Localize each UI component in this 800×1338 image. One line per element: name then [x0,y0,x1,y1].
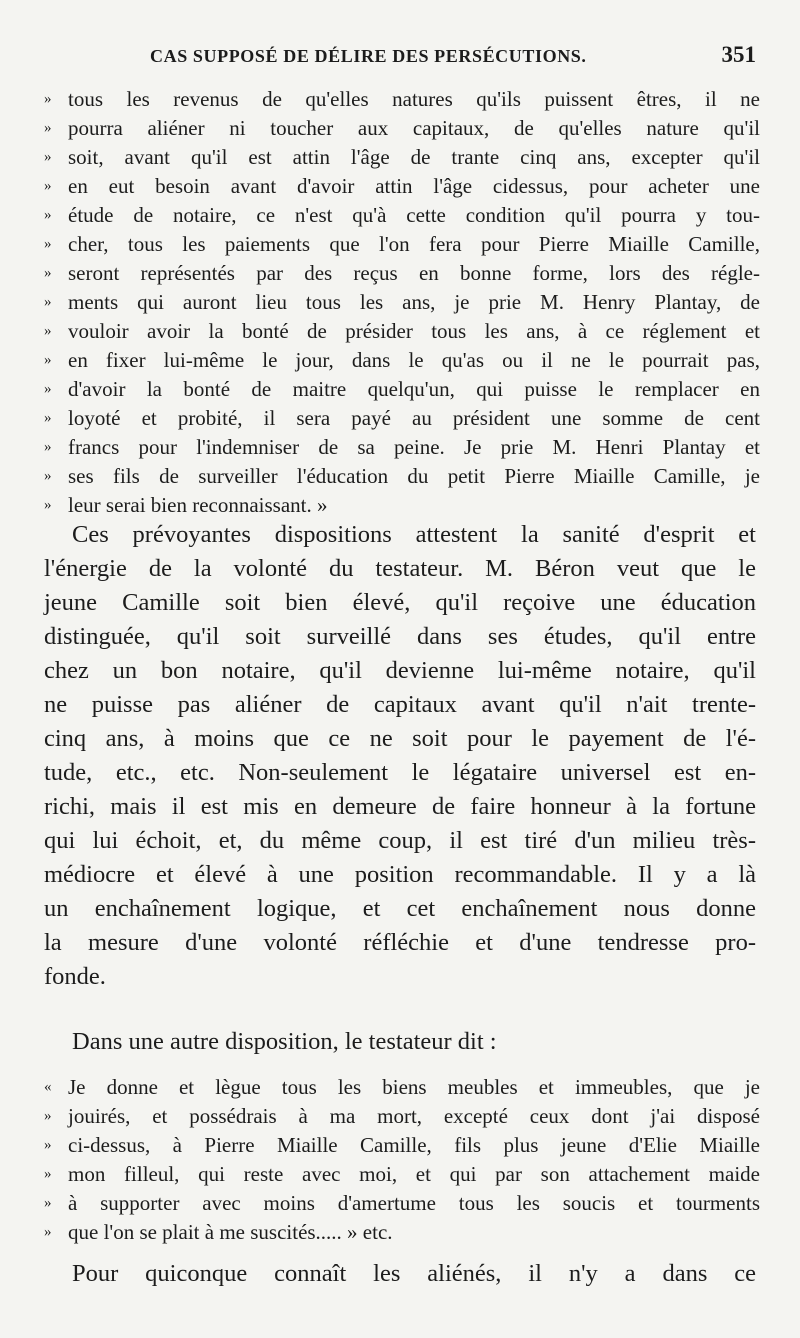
quote-line [44,1218,760,1247]
quote-line-text: soit, avant qu'il est attin l'âge de trante cinq ans, excepter qu'il [68,145,760,169]
guillemet: » [44,294,52,310]
quote-line-text: en fixer lui-même le jour, dans le qu'as ou il ne le pourrait pas, [68,348,760,372]
quote-line [44,375,760,404]
quoted-will-excerpt-2 [44,1073,760,1247]
text-line: chez un bon notaire, qu'il devienne lui-même notaire, qu'il [44,657,756,684]
quote-line-text: tous les revenus de qu'elles natures qu'ils puissent êtres, il ne [68,87,760,111]
guillemet: » [44,207,52,223]
quote-line-text: jouirés, et possédrais à ma mort, excepté ceux dont j'ai disposé [68,1104,760,1128]
guillemet: » [44,1108,52,1124]
quote-line [44,433,760,462]
quote-line-text: étude de notaire, ce n'est qu'à cette condition qu'il pourra y tou- [68,203,760,227]
body-paragraph-2 [44,1025,756,1059]
body-paragraph-3 [44,1257,756,1291]
guillemet: » [44,91,52,107]
text-line: ne puisse pas aliéner de capitaux avant qu'il n'ait trente- [44,691,756,718]
guillemet: « [44,1079,52,1095]
text-line: Ces prévoyantes dispositions attestent la sanité d'esprit et [72,521,756,548]
quote-line [44,1131,760,1160]
guillemet: » [44,497,52,513]
guillemet: » [44,468,52,484]
body-paragraph-1 [44,518,756,994]
quote-line-text: cher, tous les paiements que l'on fera pour Pierre Miaille Camille, [68,232,760,256]
quote-line-text: mon filleul, qui reste avec moi, et qui par son attachement maide [68,1162,760,1186]
quote-line [44,288,760,317]
page-number: 351 [721,42,756,67]
quote-line [44,143,760,172]
quote-line [44,462,760,491]
quote-line-text: loyoté et probité, il sera payé au président une somme de cent [68,406,760,430]
quote-line-text: francs pour l'indemniser de sa peine. Je prie M. Henri Plantay et [68,435,760,459]
quote-line-text: vouloir avoir la bonté de présider tous les ans, à ce réglement et [68,319,760,343]
quote-line-text: ses fils de surveiller l'éducation du petit Pierre Miaille Camille, je [68,464,760,488]
quote-line-text: à supporter avec moins d'amertume tous les soucis et tourments [68,1191,760,1215]
quote-line-text: leur serai bien reconnaissant. » [68,493,328,517]
text-line: Dans une autre disposition, le testateur dit : [72,1028,497,1055]
quote-line-text: d'avoir la bonté de maitre quelqu'un, qui puisse le remplacer en [68,377,760,401]
guillemet: » [44,323,52,339]
guillemet: » [44,1195,52,1211]
quote-line [44,1073,760,1102]
text-line: la mesure d'une volonté réfléchie et d'une tendresse pro- [44,929,756,956]
text-line: cinq ans, à moins que ce ne soit pour le payement de l'é- [44,725,756,752]
guillemet: » [44,439,52,455]
quote-line-text: ments qui auront lieu tous les ans, je prie M. Henry Plantay, de [68,290,760,314]
guillemet: » [44,178,52,194]
guillemet: » [44,381,52,397]
guillemet: » [44,120,52,136]
guillemet: » [44,1166,52,1182]
quote-line [44,259,760,288]
text-line: tude, etc., etc. Non-seulement le légataire universel est en- [44,759,756,786]
running-head: CAS SUPPOSÉ DE DÉLIRE DES PERSÉCUTIONS. [150,46,587,66]
quote-line [44,491,760,520]
quote-line [44,85,760,114]
quote-line [44,1189,760,1218]
quote-line-text: seront représentés par des reçus en bonne forme, lors des régle- [68,261,760,285]
quote-line [44,1102,760,1131]
text-line: médiocre et élevé à une position recommandable. Il y a là [44,861,756,888]
text-line: l'énergie de la volonté du testateur. M. Béron veut que le [44,555,756,582]
quote-line-text: ci-dessus, à Pierre Miaille Camille, fils plus jeune d'Elie Miaille [68,1133,760,1157]
text-line: richi, mais il est mis en demeure de faire honneur à la fortune [44,793,756,820]
text-line: un enchaînement logique, et cet enchaînement nous donne [44,895,756,922]
quote-line [44,404,760,433]
text-line: jeune Camille soit bien élevé, qu'il reçoive une éducation [44,589,756,616]
guillemet: » [44,149,52,165]
quote-line-text: Je donne et lègue tous les biens meubles et immeubles, que je [68,1075,760,1099]
quote-line [44,201,760,230]
guillemet: » [44,1137,52,1153]
guillemet: » [44,1224,52,1240]
quote-line-text: en eut besoin avant d'avoir attin l'âge cidessus, pour acheter une [68,174,760,198]
quote-line [44,172,760,201]
quote-line [44,230,760,259]
quoted-will-excerpt-1 [44,85,760,520]
quote-line-text: pourra aliéner ni toucher aux capitaux, de qu'elles nature qu'il [68,116,760,140]
guillemet: » [44,410,52,426]
text-line: fonde. [44,963,106,990]
quote-line [44,1160,760,1189]
text-line: qui lui échoit, et, du même coup, il est tiré d'un milieu très- [44,827,756,854]
guillemet: » [44,236,52,252]
guillemet: » [44,265,52,281]
text-line: distinguée, qu'il soit surveillé dans ses études, qu'il entre [44,623,756,650]
quote-line [44,317,760,346]
quote-line-text: que l'on se plait à me suscités..... » etc. [68,1220,393,1244]
guillemet: » [44,352,52,368]
text-line: Pour quiconque connaît les aliénés, il n'y a dans ce [72,1260,756,1287]
quote-line [44,346,760,375]
quote-line [44,114,760,143]
page-header [150,36,760,70]
